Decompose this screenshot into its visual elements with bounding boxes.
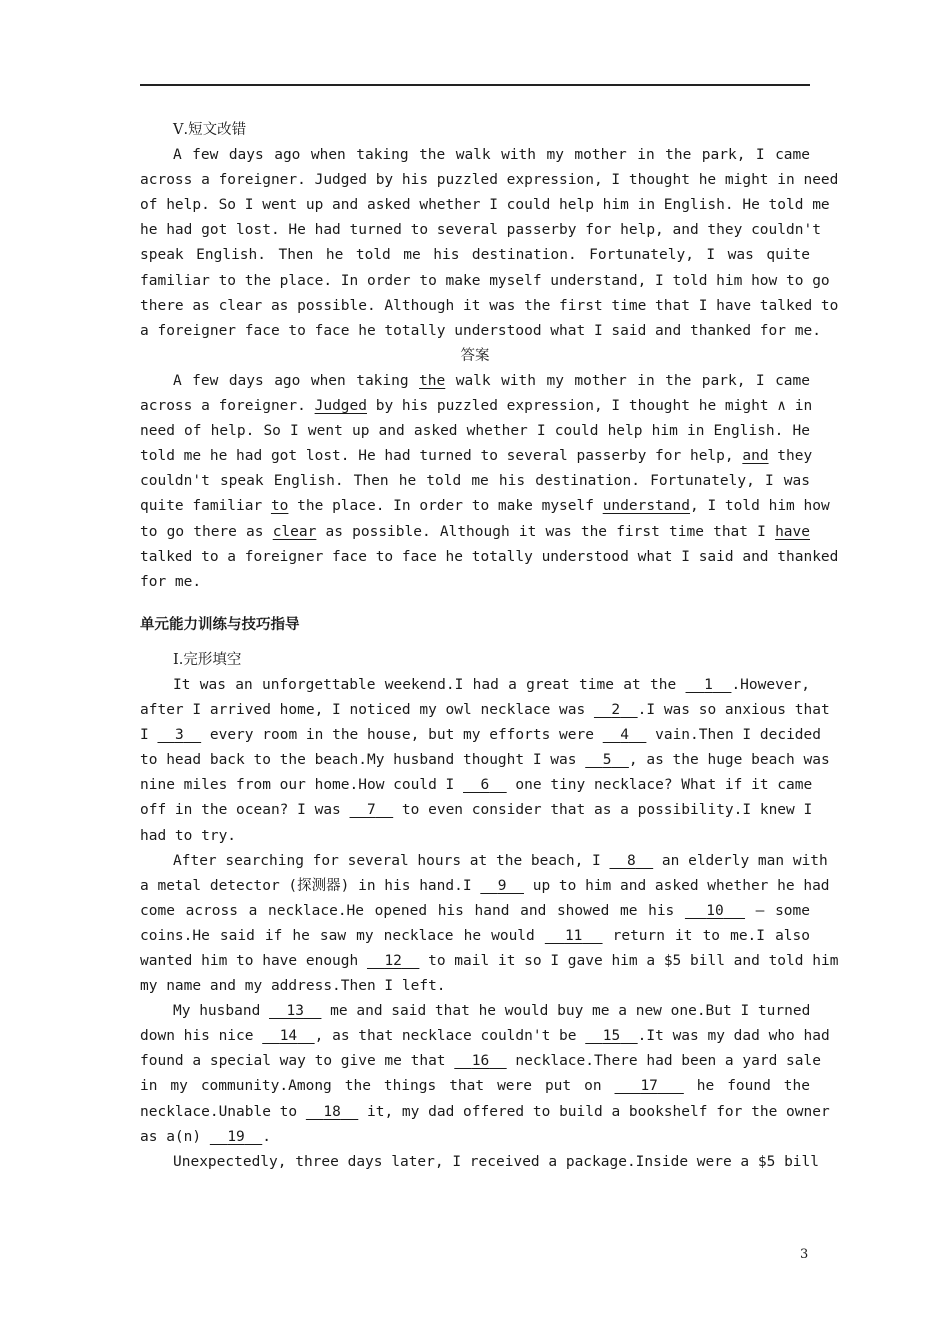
answer-line: talked to a foreigner face to face he totally understood what I said and thanked bbox=[140, 548, 839, 565]
cloze-line: in my community.Among the things that were put on 17 he found the bbox=[140, 1078, 810, 1095]
cloze-line: a metal detector (探测器) in his hand.I 9 up to him and asked whether he had bbox=[140, 877, 830, 894]
correction-mark: the bbox=[419, 372, 446, 389]
document-page bbox=[140, 118, 839, 1175]
blank-16: 16 bbox=[471, 1053, 490, 1070]
passage-line: he had got lost. He had turned to several passerby for help, and they couldn't bbox=[140, 222, 821, 239]
blank-3: 3 bbox=[174, 727, 184, 744]
blank-17: 17 bbox=[640, 1078, 658, 1095]
answer-line: for me. bbox=[140, 573, 202, 590]
cloze-line: Unexpectedly, three days later, I received a package.Inside were a $5 bill bbox=[173, 1153, 820, 1170]
blank-7: 7 bbox=[366, 802, 376, 819]
cloze-line: to head back to the beach.My husband thought I was 5 , as the huge beach was bbox=[140, 752, 830, 769]
blank-10: 10 bbox=[706, 902, 724, 919]
blank-2: 2 bbox=[611, 702, 621, 719]
blank-9: 9 bbox=[497, 877, 507, 894]
answer-heading: 答案 bbox=[460, 347, 490, 364]
cloze-line: after I arrived home, I noticed my owl necklace was 2 .I was so anxious that bbox=[140, 702, 830, 719]
cloze-line: nine miles from our home.How could I 6 one tiny necklace? What if it came bbox=[140, 777, 813, 794]
passage-line: a foreigner face to face he totally understood what I said and thanked for me. bbox=[140, 322, 821, 339]
cloze-line: found a special way to give me that 16 necklace.There had been a yard sale bbox=[140, 1053, 821, 1070]
error-correction-passage bbox=[140, 143, 839, 344]
answer-passage bbox=[140, 369, 839, 595]
answer-line: need of help. So I went up and asked whether I could help him in English. He bbox=[140, 423, 810, 440]
cloze-line: After searching for several hours at the beach, I 8 an elderly man with bbox=[173, 852, 828, 869]
cloze-line: It was an unforgettable weekend.I had a great time at the 1 .However, bbox=[173, 676, 811, 693]
cloze-line: my name and my address.Then I left. bbox=[140, 978, 446, 995]
blank-11: 11 bbox=[564, 927, 583, 944]
blank-18: 18 bbox=[323, 1103, 341, 1120]
passage-line: there as clear as possible. Although it was the first time that I have talked to bbox=[140, 297, 839, 314]
cloze-heading: Ⅰ.完形填空 bbox=[173, 651, 242, 668]
cloze-line: had to try. bbox=[140, 827, 237, 844]
blank-12: 12 bbox=[384, 953, 402, 969]
correction-mark: and bbox=[742, 448, 769, 465]
cloze-line: down his nice 14 , as that necklace couldn't be 15 .It was my dad who had bbox=[140, 1028, 830, 1045]
correction-mark: have bbox=[775, 523, 810, 540]
answer-line: quite familiar to the place. In order to make myself understand, I told him how bbox=[140, 498, 830, 515]
answer-line: A few days ago when taking the walk with my mother in the park, I came bbox=[173, 372, 810, 389]
answer-line: told me he had got lost. He had turned to several passerby for help, and they bbox=[140, 448, 813, 465]
correction-mark: to bbox=[270, 498, 289, 515]
passage-line: familiar to the place. In order to make myself understand, I told him how to go bbox=[140, 272, 830, 289]
cloze-line: I 3 every room in the house, but my efforts were 4 vain.Then I decided bbox=[140, 727, 821, 744]
blank-14: 14 bbox=[279, 1028, 298, 1045]
passage-line: speak English. Then he told me his destination. Fortunately, I was quite bbox=[140, 247, 810, 264]
blank-8: 8 bbox=[626, 852, 636, 869]
cloze-line: coins.He said if he saw my necklace he would 11 return it to me.I also bbox=[140, 927, 810, 944]
blank-1: 1 bbox=[704, 676, 713, 693]
cloze-paragraph bbox=[140, 1150, 820, 1175]
cloze-paragraph bbox=[140, 999, 830, 1150]
blank-5: 5 bbox=[602, 752, 612, 769]
cloze-line: as a(n) 19 . bbox=[140, 1128, 271, 1145]
cloze-paragraph bbox=[140, 849, 839, 1000]
cloze-paragraph bbox=[140, 673, 830, 849]
cloze-line: off in the ocean? I was 7 to even consider that as a possibility.I knew I bbox=[140, 802, 813, 819]
passage-line: of help. So I went up and asked whether I could help him in English. He told me bbox=[140, 197, 830, 214]
cloze-line: My husband 13 me and said that he would buy me a new one.But I turned bbox=[173, 1003, 811, 1020]
cloze-line: necklace.Unable to 18 it, my dad offered to build a bookshelf for the owner bbox=[140, 1103, 830, 1120]
header-rule bbox=[140, 84, 810, 86]
blank-6: 6 bbox=[480, 777, 490, 794]
blank-4: 4 bbox=[620, 727, 629, 744]
answer-line: to go there as clear as possible. Although it was the first time that I have bbox=[140, 523, 810, 540]
cloze-line: wanted him to have enough 12 to mail it so I gave him a $5 bill and told him bbox=[140, 953, 839, 969]
passage-line: across a foreigner. Judged by his puzzled expression, I thought he might in need bbox=[140, 172, 839, 189]
section-heading-error-correction: Ⅴ.短文改错 bbox=[173, 122, 247, 138]
blank-19: 19 bbox=[227, 1128, 245, 1145]
passage-line: A few days ago when taking the walk with my mother in the park, I came bbox=[173, 147, 810, 164]
blank-15: 15 bbox=[602, 1028, 621, 1045]
page-number: 3 bbox=[800, 1247, 809, 1262]
blank-13: 13 bbox=[286, 1003, 304, 1020]
answer-line: couldn't speak English. Then he told me his destination. Fortunately, I was bbox=[140, 473, 810, 490]
correction-mark: clear bbox=[272, 523, 317, 540]
correction-mark: Judged bbox=[314, 398, 367, 415]
correction-mark: understand bbox=[602, 498, 691, 515]
cloze-line: come across a necklace.He opened his hand and showed me his 10 — some bbox=[140, 902, 810, 919]
unit-heading: 单元能力训练与技巧指导 bbox=[140, 616, 300, 633]
answer-line: across a foreigner. Judged by his puzzled expression, I thought he might ∧ in bbox=[140, 398, 813, 415]
